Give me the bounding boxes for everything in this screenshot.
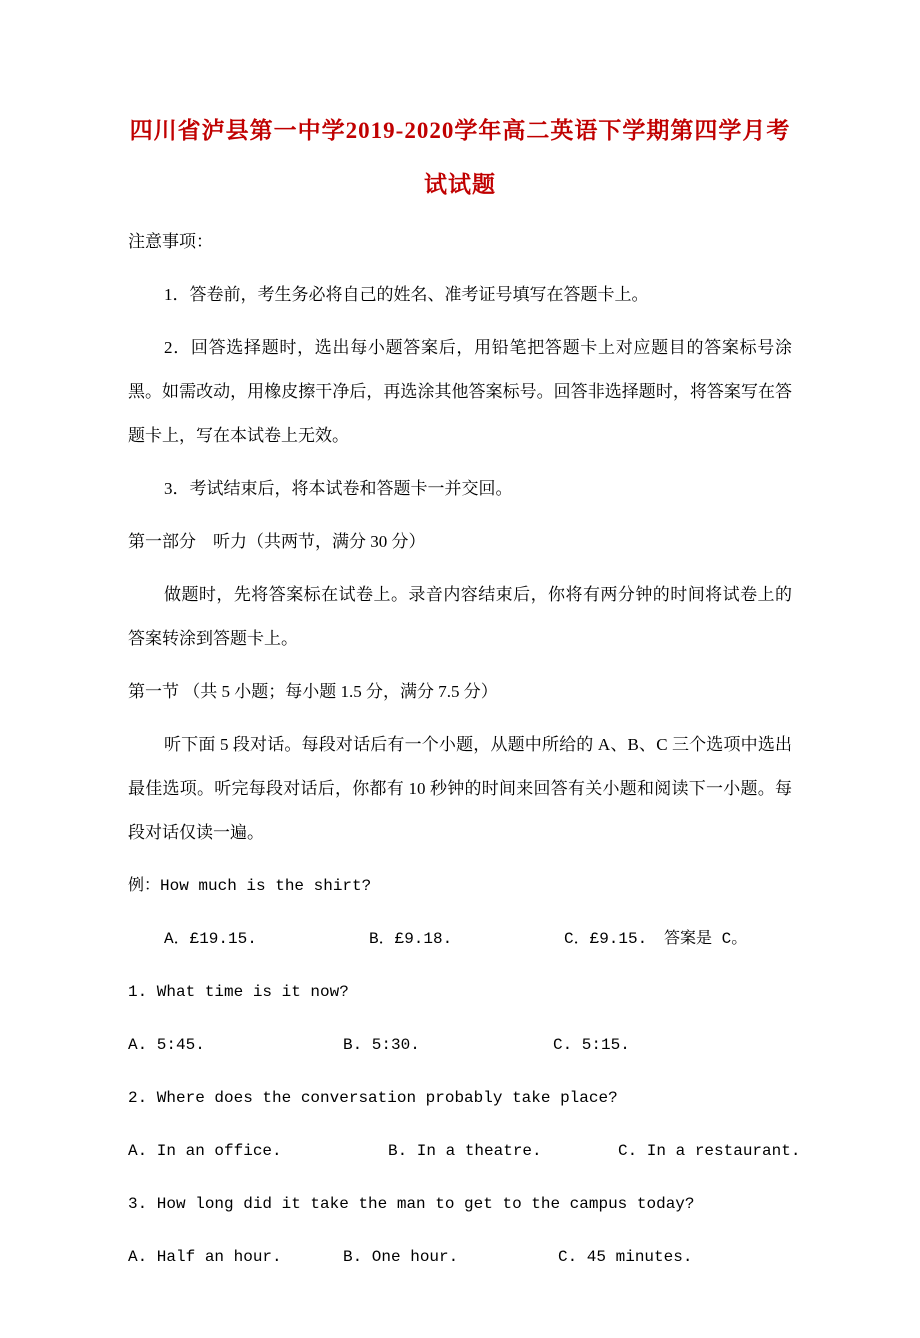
question-3-options-row [128,1235,792,1279]
question-1-text: 1. What time is it now? [128,983,349,1001]
notice-item-3: 3．考试结束后，将本试卷和答题卡一并交回。 [164,479,513,498]
example-option-a: A．£19.15. [164,930,257,948]
example-option-b: B．£9.18. [369,930,453,948]
question-2-text: 2. Where does the conversation probably take place? [128,1089,618,1107]
example-answer-note: 答案是 C。 [664,930,748,948]
part1-heading: 第一部分 听力（共两节，满分 30 分） [128,532,426,551]
example-option-c: C．£9.15. [564,930,648,948]
section1-heading: 第一节 （共 5 小题；每小题 1.5 分，满分 7.5 分） [128,682,498,701]
question-1-option-c: C. 5:15. [553,1036,630,1054]
question-3-option-a: A. Half an hour. [128,1248,282,1266]
question-3-option-c: C. 45 minutes. [558,1248,693,1266]
question-2-option-c: C. In a restaurant. [618,1142,801,1160]
notice-item-1: 1．答卷前，考生务必将自己的姓名、准考证号填写在答题卡上。 [164,285,649,304]
notice-heading: 注意事项： [128,232,213,251]
question-1-option-b: B. 5:30. [343,1036,420,1054]
notice-item-2: 2．回答选择题时，选出每小题答案后，用铅笔把答题卡上对应题目的答案标号涂黑。如需改动，用橡皮擦干净后，再选涂其他答案标号。回答非选择题时，将答案写在答题卡上，写在本试卷上无效。 [128,338,792,445]
example-options-row [128,917,792,961]
question-2-option-b: B. In a theatre. [388,1142,542,1160]
example-question-text: 例：How much is the shirt? [128,877,372,895]
question-1-options-row [128,1023,792,1067]
exam-title: 四川省泸县第一中学2019-2020学年高二英语下学期第四学月考试试题 [129,118,791,197]
section1-intro: 听下面 5 段对话。每段对话后有一个小题，从题中所给的 A、B、C 三个选项中选出最佳选项。听完每段对话后，你都有 10 秒钟的时间来回答有关小题和阅读下一小题。每段对话仅读一遍。 [128,735,792,842]
question-3-option-b: B. One hour. [343,1248,459,1266]
question-3-text: 3. How long did it take the man to get to the campus today? [128,1195,695,1213]
question-2-option-a: A. In an office. [128,1142,282,1160]
question-2-options-row [128,1129,801,1173]
part1-intro: 做题时，先将答案标在试卷上。录音内容结束后，你将有两分钟的时间将试卷上的答案转涂到答题卡上。 [128,585,792,648]
question-1-option-a: A. 5:45. [128,1036,205,1054]
